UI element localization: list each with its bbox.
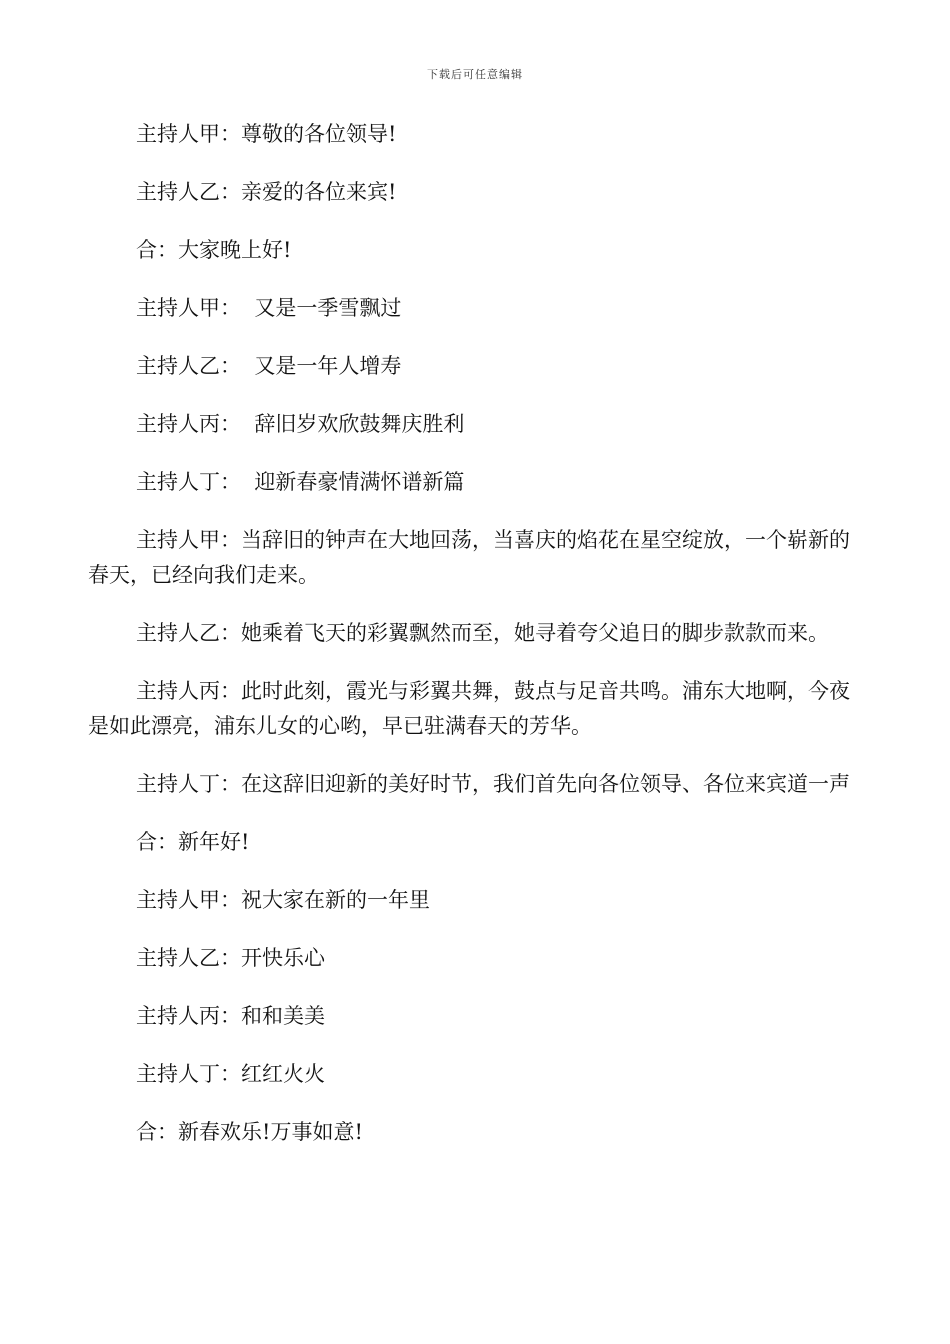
paragraph: 主持人乙：她乘着飞天的彩翼飘然而至，她寻着夸父追日的脚步款款而来。 xyxy=(136,621,829,645)
paragraph: 合：新年好! xyxy=(136,830,250,854)
paragraph: 主持人丁：红红火火 xyxy=(136,1062,325,1086)
header-note: 下载后可任意编辑 xyxy=(427,68,523,81)
paragraph: 主持人乙： 又是一年人增寿 xyxy=(136,354,402,378)
paragraph: 主持人丙： 辞旧岁欢欣鼓舞庆胜利 xyxy=(136,412,465,436)
paragraph: 主持人甲：尊敬的各位领导! xyxy=(136,122,397,146)
paragraph: 主持人甲：当辞旧的钟声在大地回荡，当喜庆的焰花在星空绽放，一个崭新的春天，已经向我们走来。 xyxy=(88,528,850,587)
paragraph: 主持人丙：此时此刻，霞光与彩翼共舞，鼓点与足音共鸣。浦东大地啊，今夜是如此漂亮，浦东儿女的心哟，早已驻满春天的芳华。 xyxy=(88,679,850,738)
paragraph: 主持人甲： 又是一季雪飘过 xyxy=(136,296,402,320)
paragraph: 主持人丙：和和美美 xyxy=(136,1004,325,1028)
document-body xyxy=(88,117,868,1150)
paragraph: 主持人乙：亲爱的各位来宾! xyxy=(136,180,397,204)
paragraph: 主持人甲：祝大家在新的一年里 xyxy=(136,888,430,912)
paragraph: 合：大家晚上好! xyxy=(136,238,292,262)
paragraph: 合：新春欢乐!万事如意! xyxy=(136,1120,363,1144)
paragraph: 主持人乙：开快乐心 xyxy=(136,946,325,970)
paragraph: 主持人丁：在这辞旧迎新的美好时节，我们首先向各位领导、各位来宾道一声 xyxy=(136,772,850,796)
paragraph: 主持人丁： 迎新春豪情满怀谱新篇 xyxy=(136,470,465,494)
